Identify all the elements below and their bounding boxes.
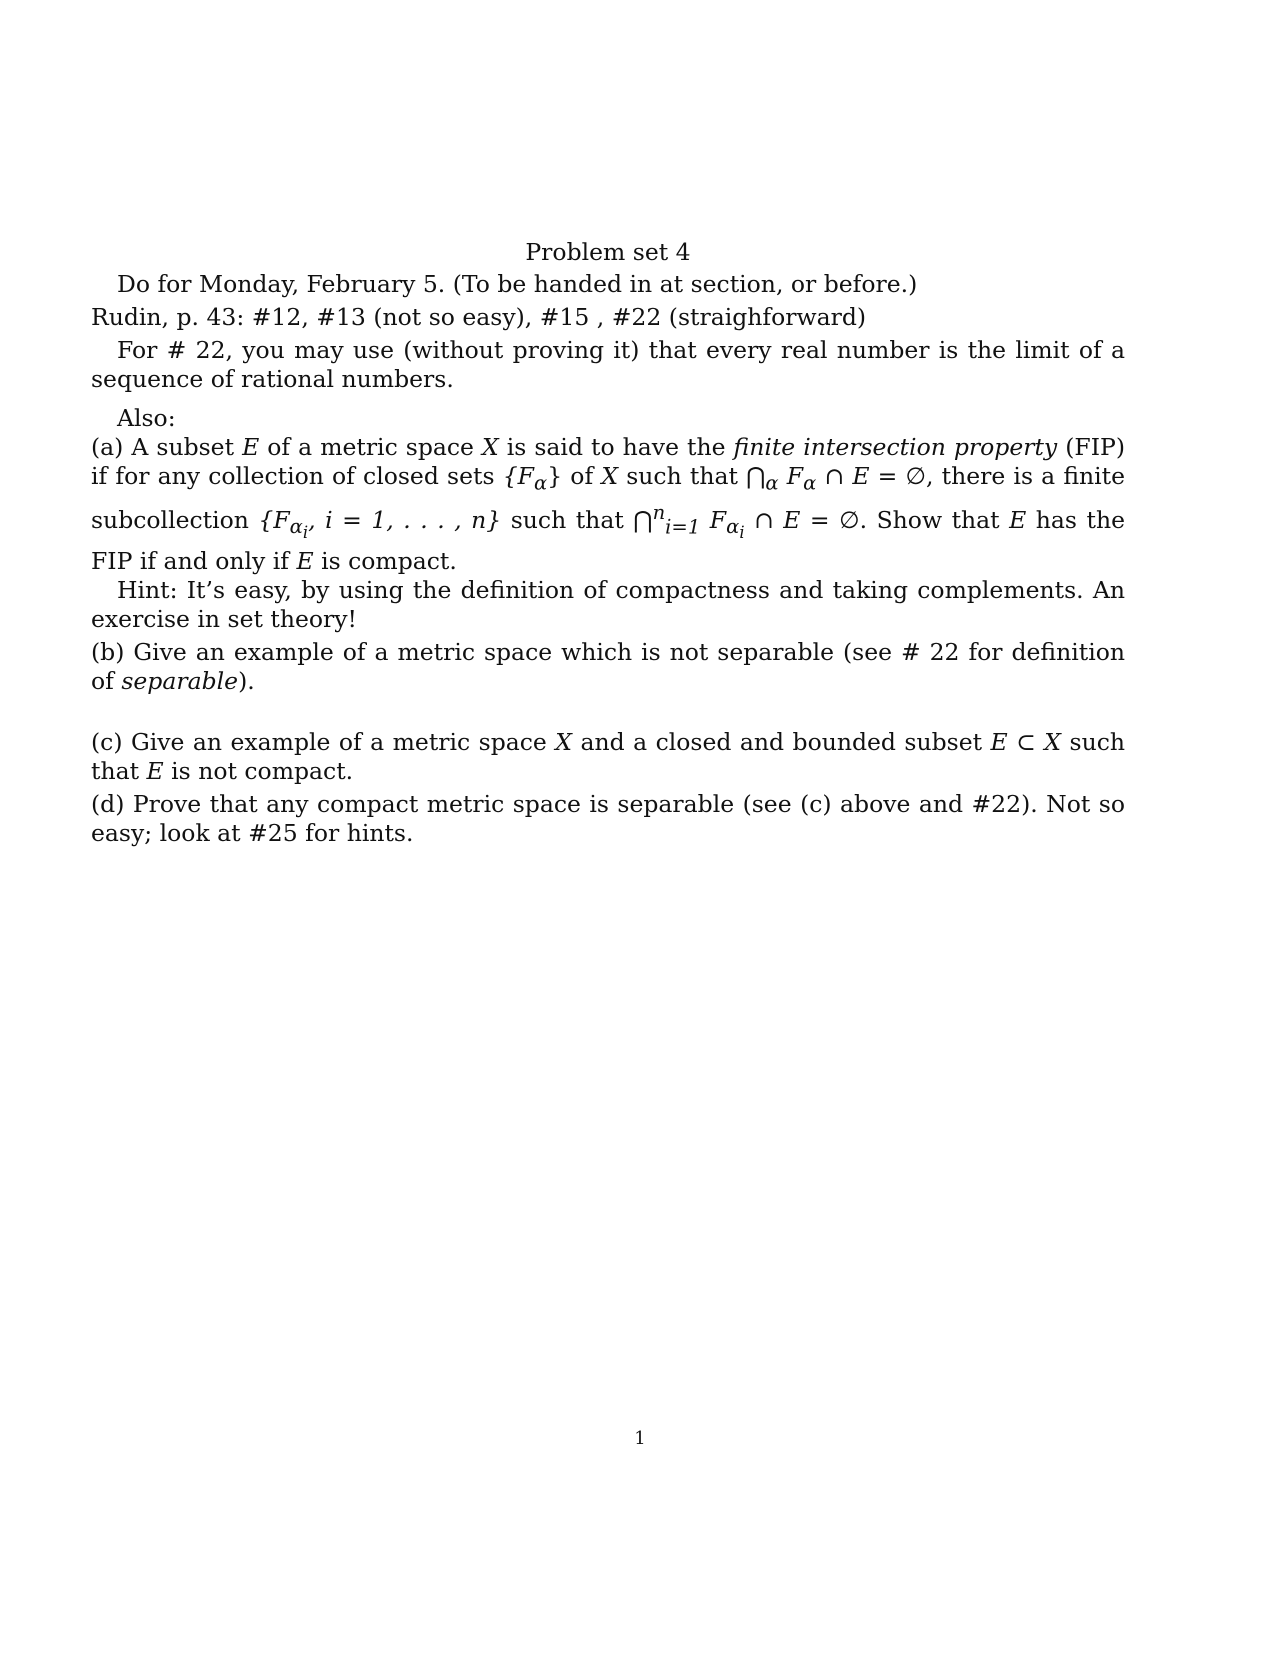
part-a-paragraph <box>91 433 1125 576</box>
part-c-text: is not compact. <box>163 757 354 786</box>
math-brace: } <box>547 462 563 490</box>
part-b-text: (b) Give an example of a metric space which is not separable (see # 22 for definition of <box>91 638 1125 696</box>
part-a-text: = ∅, there is a finite subcollection <box>91 462 1126 534</box>
document-body <box>91 238 1125 858</box>
part-a-text: = ∅. Show that <box>800 505 1010 534</box>
math-var-E: E <box>852 462 870 490</box>
math-var-F: F <box>778 462 804 490</box>
part-c-text: (c) Give an example of a metric space <box>91 728 556 757</box>
math-index-range: , i = 1, . . . , n} <box>308 505 502 534</box>
page-title: Problem set 4 <box>525 238 691 266</box>
hint-paragraph: Hint: It’s easy, by using the definition of compactness and taking complements. An exercise in set theory! <box>91 576 1125 634</box>
math-var-E: E <box>1009 505 1027 534</box>
math-var-E: E <box>783 505 801 534</box>
due-line: Do for Monday, February 5. (To be handed in at section, or before.) <box>117 270 918 298</box>
math-subscript <box>726 515 745 543</box>
math-var-F: F <box>700 505 727 534</box>
part-a-text: of <box>562 462 602 490</box>
math-var-X: X <box>601 462 619 490</box>
part-a-text: (FIP) if for any collection of closed sets <box>91 433 1125 490</box>
math-set: {F <box>258 505 290 534</box>
part-a-text: has the FIP if and only if <box>91 505 1125 576</box>
part-b-text: ). <box>238 667 255 696</box>
math-subscript: α <box>765 471 779 495</box>
math-subscript-alpha: α <box>289 515 303 539</box>
big-intersection-symbol: ⋂ <box>633 505 653 534</box>
math-subscript: α <box>533 471 548 495</box>
part-a-text: ∩ <box>744 505 784 534</box>
math-superscript: n <box>652 500 666 524</box>
rudin-assignment-line: Rudin, p. 43: #12, #13 (not so easy), #15 , #22 (straighforward) <box>91 303 867 331</box>
emphasized-term: finite intersection property <box>733 433 1058 461</box>
part-a-text: is compact. <box>313 547 457 576</box>
page-number: 1 <box>634 1428 646 1449</box>
math-subscript: i=1 <box>665 515 701 539</box>
math-var-X: X <box>481 433 499 461</box>
big-intersection-symbol: ⋂ <box>746 462 766 490</box>
math-var-X: X <box>555 728 573 757</box>
emphasized-term: separable <box>121 667 239 696</box>
math-var-E: E <box>146 757 164 786</box>
part-a-text: is said to have the <box>498 433 734 461</box>
part-a-text: such that <box>501 505 634 534</box>
part-a-text: of a metric space <box>259 433 482 461</box>
math-var-E: E <box>242 433 260 461</box>
math-var-E: E <box>296 547 314 576</box>
part-c-text: such that <box>91 728 1125 786</box>
math-subscript: α <box>803 471 817 495</box>
part-c-paragraph <box>91 728 1125 786</box>
problem-22-note: For # 22, you may use (without proving it) that every real number is the limit of a sequence of rational numbers. <box>91 336 1125 393</box>
math-subsubscript: i <box>739 523 745 543</box>
part-b-paragraph <box>91 638 1125 696</box>
math-subscript-alpha: α <box>726 515 740 539</box>
math-subscript <box>289 515 309 543</box>
also-label: Also: <box>117 404 176 432</box>
math-subsubscript: i <box>302 523 309 543</box>
part-a-text: such that <box>618 462 747 490</box>
math-set: {F <box>502 462 534 490</box>
math-subset-expression: E ⊂ X <box>990 728 1062 757</box>
part-a-text: ∩ <box>816 462 853 490</box>
part-a-text: (a) A subset <box>91 433 243 461</box>
part-c-text: and a closed and bounded subset <box>572 728 991 757</box>
part-d-paragraph: (d) Prove that any compact metric space is separable (see (c) above and #22). Not so easy; look at #25 for hints. <box>91 790 1125 848</box>
